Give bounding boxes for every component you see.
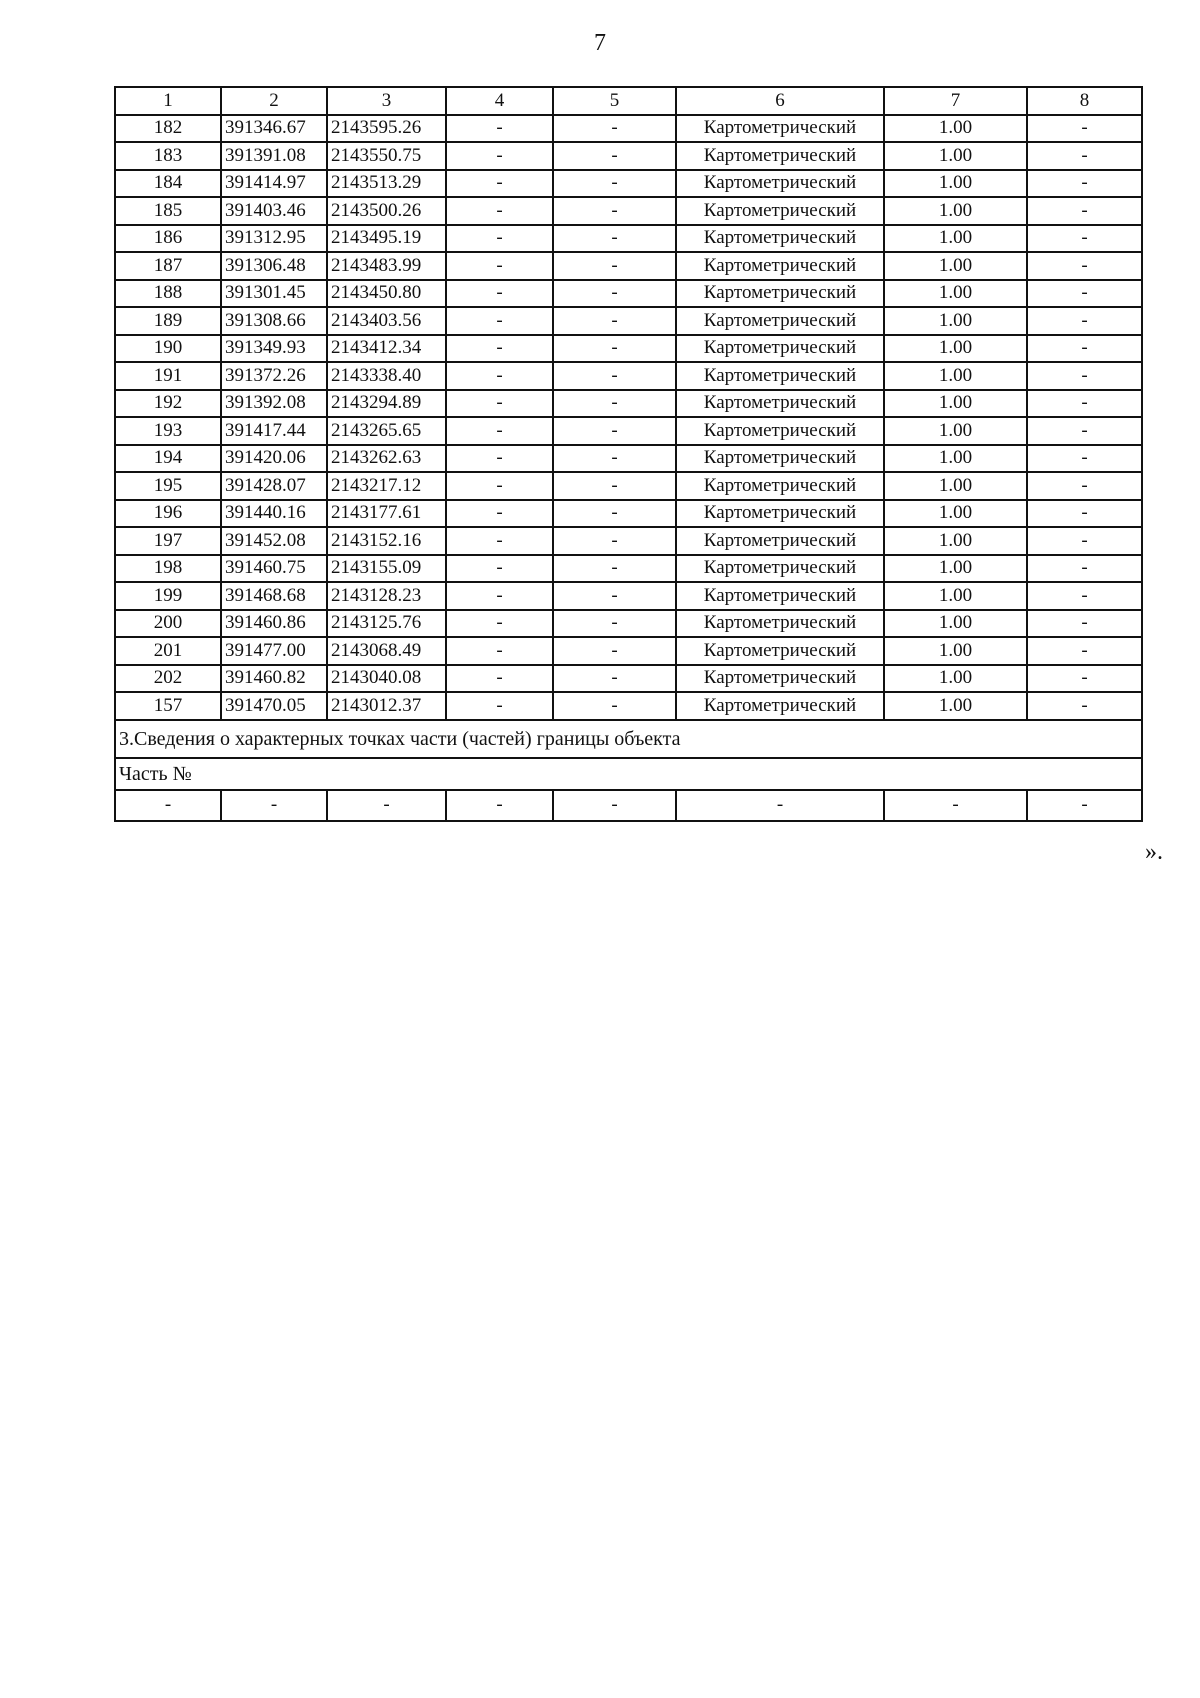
table-row — [115, 472, 1142, 500]
table-cell: - — [446, 472, 553, 500]
table-cell: 391306.48 — [221, 252, 327, 280]
table-cell: 1.00 — [884, 280, 1027, 308]
table-cell: 2143595.26 — [327, 115, 446, 143]
table-cell: 391468.68 — [221, 582, 327, 610]
table-row — [115, 637, 1142, 665]
table-cell: 391349.93 — [221, 335, 327, 363]
table-cell: 190 — [115, 335, 221, 363]
table-cell: - — [553, 610, 676, 638]
table-row — [115, 582, 1142, 610]
table-cell: - — [1027, 252, 1142, 280]
table-cell: - — [1027, 610, 1142, 638]
table-cell: 1.00 — [884, 472, 1027, 500]
table-cell: 195 — [115, 472, 221, 500]
table-cell: 391470.05 — [221, 692, 327, 720]
table-cell: - — [553, 335, 676, 363]
table-cell: 187 — [115, 252, 221, 280]
table-cell: 2143068.49 — [327, 637, 446, 665]
table-cell: 1.00 — [884, 170, 1027, 198]
table-cell: - — [327, 790, 446, 821]
table-cell: 391477.00 — [221, 637, 327, 665]
table-cell: - — [1027, 555, 1142, 583]
table-cell: 1.00 — [884, 555, 1027, 583]
table-cell: 202 — [115, 665, 221, 693]
table-cell: 391460.86 — [221, 610, 327, 638]
table-row — [115, 225, 1142, 253]
column-header: 2 — [221, 87, 327, 115]
table-cell: - — [1027, 692, 1142, 720]
table-row — [115, 555, 1142, 583]
table-cell: 391460.75 — [221, 555, 327, 583]
table-cell: - — [446, 610, 553, 638]
table-row — [115, 362, 1142, 390]
table-cell: 201 — [115, 637, 221, 665]
table-row — [115, 170, 1142, 198]
table-cell: - — [446, 790, 553, 821]
table-cell: 391440.16 — [221, 500, 327, 528]
table-cell: Картометрический — [676, 115, 884, 143]
table-cell: - — [553, 692, 676, 720]
table-cell: - — [1027, 472, 1142, 500]
table-cell: Картометрический — [676, 362, 884, 390]
table-cell: - — [1027, 790, 1142, 821]
table-row — [115, 252, 1142, 280]
table-cell: - — [1027, 225, 1142, 253]
table-cell: - — [446, 692, 553, 720]
table-cell: - — [446, 500, 553, 528]
table-cell: - — [553, 225, 676, 253]
table-cell: - — [884, 790, 1027, 821]
table-cell: - — [446, 362, 553, 390]
table-cell: 1.00 — [884, 665, 1027, 693]
table-row — [115, 417, 1142, 445]
table-cell: 1.00 — [884, 335, 1027, 363]
table-cell: - — [115, 790, 221, 821]
table-cell: - — [553, 527, 676, 555]
table-cell: 191 — [115, 362, 221, 390]
table-cell: 391420.06 — [221, 445, 327, 473]
table-cell: 1.00 — [884, 500, 1027, 528]
table-row — [115, 390, 1142, 418]
table-cell: - — [446, 445, 553, 473]
part-label-row — [115, 758, 1142, 790]
table-cell: 391372.26 — [221, 362, 327, 390]
table-cell: Картометрический — [676, 142, 884, 170]
table-cell: Картометрический — [676, 445, 884, 473]
table-cell: Картометрический — [676, 555, 884, 583]
table-cell: - — [553, 500, 676, 528]
table-cell: Картометрический — [676, 472, 884, 500]
table-cell: - — [553, 445, 676, 473]
table-cell: - — [553, 472, 676, 500]
table-cell: - — [1027, 307, 1142, 335]
table-row — [115, 280, 1142, 308]
table-cell: - — [553, 637, 676, 665]
table-cell: 2143412.34 — [327, 335, 446, 363]
column-header: 4 — [446, 87, 553, 115]
part-label: Часть № — [115, 758, 1142, 790]
table-cell: 391301.45 — [221, 280, 327, 308]
table-cell: 391414.97 — [221, 170, 327, 198]
table-cell: 1.00 — [884, 115, 1027, 143]
table-cell: - — [446, 225, 553, 253]
table-cell: - — [553, 280, 676, 308]
table-cell: 2143338.40 — [327, 362, 446, 390]
table-cell: Картометрический — [676, 252, 884, 280]
table-cell: 196 — [115, 500, 221, 528]
column-header: 3 — [327, 87, 446, 115]
table-cell: 182 — [115, 115, 221, 143]
table-cell: - — [553, 362, 676, 390]
table-cell: 2143265.65 — [327, 417, 446, 445]
section-title-row — [115, 720, 1142, 758]
table-cell: 2143262.63 — [327, 445, 446, 473]
table-cell: 1.00 — [884, 252, 1027, 280]
table-cell: - — [553, 417, 676, 445]
table-cell: - — [1027, 527, 1142, 555]
table-cell: - — [676, 790, 884, 821]
table-cell: - — [1027, 390, 1142, 418]
table-cell: - — [1027, 115, 1142, 143]
table-cell: Картометрический — [676, 170, 884, 198]
table-cell: - — [1027, 362, 1142, 390]
column-header: 7 — [884, 87, 1027, 115]
table-cell: 2143550.75 — [327, 142, 446, 170]
table-cell: 1.00 — [884, 417, 1027, 445]
table-cell: Картометрический — [676, 582, 884, 610]
table-cell: 2143513.29 — [327, 170, 446, 198]
closing-quote-mark: ». — [1145, 839, 1163, 865]
table-cell: 1.00 — [884, 197, 1027, 225]
table-cell: - — [1027, 445, 1142, 473]
table-cell: Картометрический — [676, 307, 884, 335]
table-cell: - — [553, 252, 676, 280]
table-row — [115, 142, 1142, 170]
table-cell: 1.00 — [884, 527, 1027, 555]
table-cell: 2143125.76 — [327, 610, 446, 638]
table-cell: 1.00 — [884, 610, 1027, 638]
empty-part-row — [115, 790, 1142, 821]
table-header-row — [115, 87, 1142, 115]
table-cell: Картометрический — [676, 225, 884, 253]
table-cell: Картометрический — [676, 417, 884, 445]
table-row — [115, 527, 1142, 555]
table-cell: 391346.67 — [221, 115, 327, 143]
table-cell: - — [446, 527, 553, 555]
table-row — [115, 115, 1142, 143]
table-cell: 1.00 — [884, 692, 1027, 720]
boundary-points-table — [114, 86, 1143, 822]
table-cell: 2143495.19 — [327, 225, 446, 253]
table-cell: - — [553, 197, 676, 225]
table-cell: 2143177.61 — [327, 500, 446, 528]
table-cell: Картометрический — [676, 610, 884, 638]
table-cell: - — [1027, 170, 1142, 198]
table-cell: - — [446, 335, 553, 363]
table-cell: - — [1027, 280, 1142, 308]
table-cell: 391460.82 — [221, 665, 327, 693]
table-cell: 198 — [115, 555, 221, 583]
table-row — [115, 692, 1142, 720]
column-header: 5 — [553, 87, 676, 115]
column-header: 8 — [1027, 87, 1142, 115]
table-cell: - — [446, 307, 553, 335]
table-cell: 1.00 — [884, 445, 1027, 473]
table-cell: 2143500.26 — [327, 197, 446, 225]
table-cell: 188 — [115, 280, 221, 308]
table-cell: 2143128.23 — [327, 582, 446, 610]
table-cell: - — [553, 307, 676, 335]
table-cell: 391308.66 — [221, 307, 327, 335]
table-cell: 391417.44 — [221, 417, 327, 445]
table-cell: - — [553, 115, 676, 143]
table-cell: - — [446, 555, 553, 583]
table-cell: 1.00 — [884, 307, 1027, 335]
table-cell: 2143403.56 — [327, 307, 446, 335]
table-cell: 391428.07 — [221, 472, 327, 500]
table-cell: 2143217.12 — [327, 472, 446, 500]
table-cell: 391392.08 — [221, 390, 327, 418]
table-cell: 2143483.99 — [327, 252, 446, 280]
table-cell: - — [553, 170, 676, 198]
table-cell: 184 — [115, 170, 221, 198]
table-cell: 2143040.08 — [327, 665, 446, 693]
table-cell: - — [221, 790, 327, 821]
table-row — [115, 500, 1142, 528]
table-cell: 193 — [115, 417, 221, 445]
table-cell: 2143152.16 — [327, 527, 446, 555]
table-cell: Картометрический — [676, 390, 884, 418]
table-cell: - — [553, 390, 676, 418]
column-header: 1 — [115, 87, 221, 115]
table-cell: - — [446, 197, 553, 225]
table-cell: 2143294.89 — [327, 390, 446, 418]
table-row — [115, 197, 1142, 225]
table-cell: - — [446, 115, 553, 143]
table-row — [115, 665, 1142, 693]
table-cell: - — [446, 637, 553, 665]
column-header: 6 — [676, 87, 884, 115]
section-title: 3.Сведения о характерных точках части (частей) границы объекта — [115, 720, 1142, 758]
table-cell: - — [446, 252, 553, 280]
table-cell: - — [553, 555, 676, 583]
table-cell: 1.00 — [884, 582, 1027, 610]
table-cell: 2143012.37 — [327, 692, 446, 720]
table-cell: - — [446, 280, 553, 308]
table-row — [115, 335, 1142, 363]
table-cell: 189 — [115, 307, 221, 335]
table-cell: Картометрический — [676, 665, 884, 693]
table-cell: 185 — [115, 197, 221, 225]
table-cell: 1.00 — [884, 142, 1027, 170]
table-cell: 200 — [115, 610, 221, 638]
table-cell: - — [1027, 500, 1142, 528]
table-cell: 391403.46 — [221, 197, 327, 225]
table-cell: - — [553, 582, 676, 610]
table-cell: 1.00 — [884, 637, 1027, 665]
table-cell: - — [446, 582, 553, 610]
table-cell: - — [446, 170, 553, 198]
table-cell: Картометрический — [676, 280, 884, 308]
table-cell: Картометрический — [676, 637, 884, 665]
table-cell: - — [446, 142, 553, 170]
table-cell: 157 — [115, 692, 221, 720]
table-cell: - — [446, 665, 553, 693]
table-cell: 1.00 — [884, 362, 1027, 390]
table-cell: Картометрический — [676, 500, 884, 528]
table-cell: 194 — [115, 445, 221, 473]
table-cell: - — [1027, 142, 1142, 170]
table-cell: 192 — [115, 390, 221, 418]
table-cell: 197 — [115, 527, 221, 555]
table-cell: - — [553, 665, 676, 693]
table-cell: 1.00 — [884, 390, 1027, 418]
table-cell: Картометрический — [676, 692, 884, 720]
table-cell: 391391.08 — [221, 142, 327, 170]
table-cell: 2143155.09 — [327, 555, 446, 583]
table-cell: 1.00 — [884, 225, 1027, 253]
table-cell: - — [1027, 335, 1142, 363]
table-cell: - — [1027, 665, 1142, 693]
table-cell: 2143450.80 — [327, 280, 446, 308]
table-cell: Картометрический — [676, 197, 884, 225]
table-row — [115, 307, 1142, 335]
table-cell: - — [446, 417, 553, 445]
table-row — [115, 610, 1142, 638]
table-cell: - — [553, 142, 676, 170]
table-cell: 186 — [115, 225, 221, 253]
table-cell: - — [1027, 197, 1142, 225]
table-cell: 183 — [115, 142, 221, 170]
table-cell: 391312.95 — [221, 225, 327, 253]
table-row — [115, 445, 1142, 473]
table-cell: Картометрический — [676, 527, 884, 555]
table-cell: Картометрический — [676, 335, 884, 363]
table-cell: - — [553, 790, 676, 821]
table-cell: - — [1027, 417, 1142, 445]
table-cell: 391452.08 — [221, 527, 327, 555]
page-number: 7 — [594, 30, 606, 56]
table-cell: 199 — [115, 582, 221, 610]
table-cell: - — [1027, 582, 1142, 610]
table-cell: - — [1027, 637, 1142, 665]
table-cell: - — [446, 390, 553, 418]
